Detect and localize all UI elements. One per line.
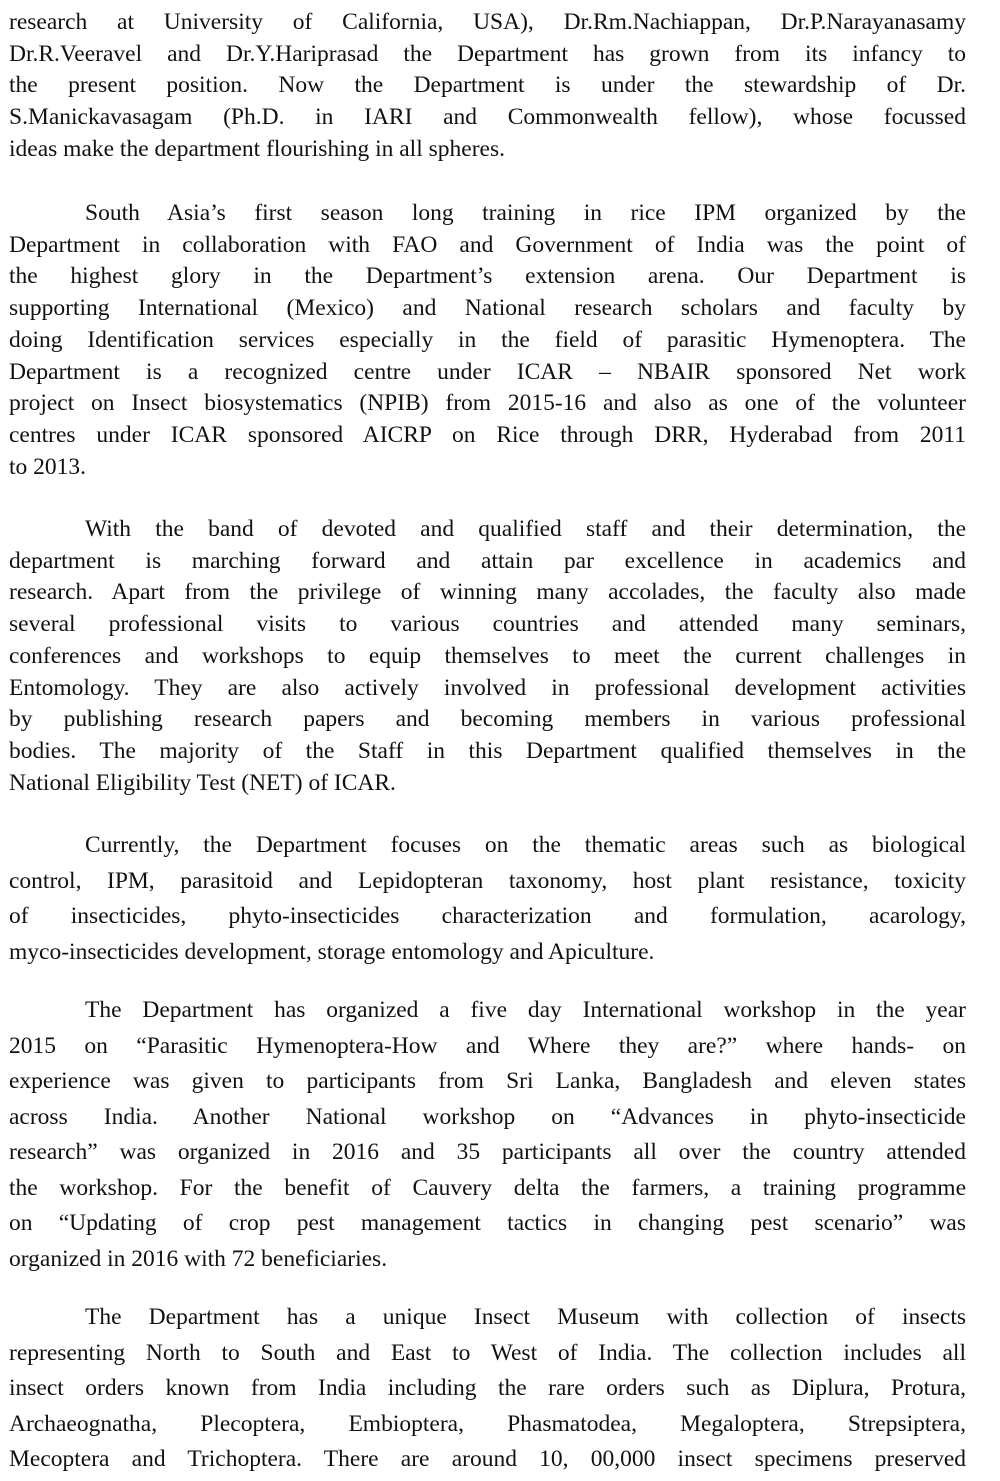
text-line: The Department has a unique Insect Museum with collection of insects	[85, 1304, 966, 1330]
text-line: supporting International (Mexico) and National research scholars and faculty by	[9, 295, 966, 322]
text-line: to 2013.	[9, 453, 87, 480]
text-line: the workshop. For the benefit of Cauvery delta the farmers, a training programme	[9, 1174, 966, 1201]
text-line: of insecticides, phyto-insecticides characterization and formulation, acarology,	[9, 903, 966, 929]
text-line: Currently, the Department focuses on the thematic areas such as biological	[85, 832, 966, 858]
text-line: ideas make the department flourishing in all spheres.	[9, 135, 505, 162]
text-line: research. Apart from the privilege of winning many accolades, the faculty also made	[9, 579, 966, 606]
text-line: Mecoptera and Trichoptera. There are around 10, 00,000 insect specimens preserved	[9, 1446, 966, 1472]
text-line: research at University of California, USA), Dr.Rm.Nachiappan, Dr.P.Narayanasamy	[9, 9, 966, 35]
text-line: project on Insect biosystematics (NPIB) from 2015-16 and also as one of the volunteer	[9, 390, 966, 417]
text-line: Archaeognatha, Plecoptera, Embioptera, Phasmatodea, Megaloptera, Strepsiptera,	[9, 1410, 966, 1437]
text-line: Department is a recognized centre under ICAR – NBAIR sponsored Net work	[9, 358, 966, 385]
text-line: 2015 on “Parasitic Hymenoptera-How and Where they are?” where hands- on	[9, 1032, 966, 1059]
text-line: National Eligibility Test (NET) of ICAR.	[9, 769, 396, 796]
text-line: S.Manickavasagam (Ph.D. in IARI and Commonwealth fellow), whose focussed	[9, 104, 966, 131]
text-line: the highest glory in the Department’s extension arena. Our Department is	[9, 263, 966, 290]
text-line: South Asia’s first season long training in rice IPM organized by the	[85, 200, 966, 226]
text-line: Entomology. They are also actively involved in professional development activities	[9, 674, 966, 701]
text-line: department is marching forward and attain par excellence in academics and	[9, 547, 966, 574]
text-line: bodies. The majority of the Staff in this Department qualified themselves in the	[9, 737, 966, 764]
text-line: several professional visits to various countries and attended many seminars,	[9, 611, 966, 638]
text-line: doing Identification services especially in the field of parasitic Hymenoptera. The	[9, 326, 966, 353]
text-line: The Department has organized a five day International workshop in the year	[85, 997, 966, 1023]
text-line: research” was organized in 2016 and 35 participants all over the country attended	[9, 1139, 966, 1165]
text-line: conferences and workshops to equip themselves to meet the current challenges in	[9, 642, 966, 669]
text-line: Dr.R.Veeravel and Dr.Y.Hariprasad the Department has grown from its infancy to	[9, 40, 966, 67]
text-line: insect orders known from India including the rare orders such as Diplura, Protura,	[9, 1375, 966, 1401]
text-line: on “Updating of crop pest management tactics in changing pest scenario” was	[9, 1210, 966, 1236]
text-line: by publishing research papers and becoming members in various professional	[9, 706, 966, 733]
text-line: organized in 2016 with 72 beneficiaries.	[9, 1245, 388, 1272]
text-line: representing North to South and East to West of India. The collection includes all	[9, 1339, 966, 1366]
text-line: With the band of devoted and qualified staff and their determination, the	[85, 516, 966, 542]
text-line: centres under ICAR sponsored AICRP on Rice through DRR, Hyderabad from 2011	[9, 421, 966, 448]
text-line: myco-insecticides development, storage entomology and Apiculture.	[9, 938, 655, 965]
text-line: experience was given to participants from Sri Lanka, Bangladesh and eleven states	[9, 1068, 966, 1094]
text-line: across India. Another National workshop on “Advances in phyto-insecticide	[9, 1103, 966, 1130]
text-line: Department in collaboration with FAO and Government of India was the point of	[9, 231, 966, 258]
text-line: control, IPM, parasitoid and Lepidopteran taxonomy, host plant resistance, toxicity	[9, 867, 966, 894]
text-line: the present position. Now the Department is under the stewardship of Dr.	[9, 72, 966, 99]
